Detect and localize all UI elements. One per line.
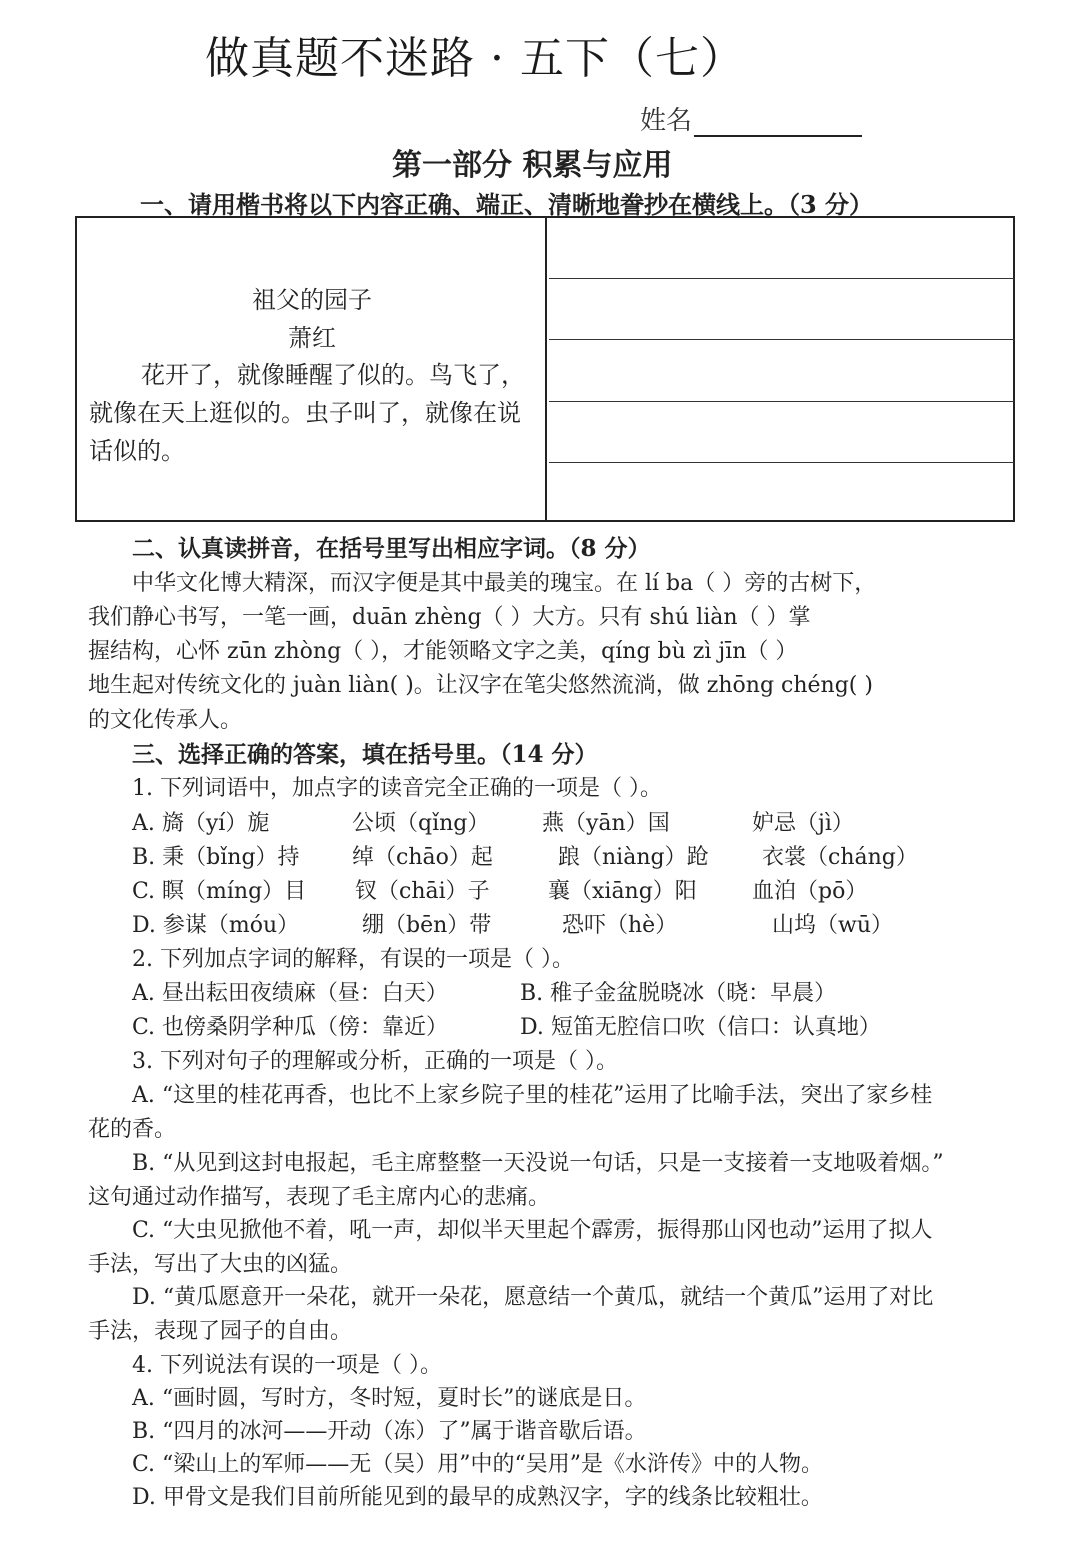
q3-2-option-a: A. 昼出耘田夜绩麻（昼：白天） bbox=[132, 981, 448, 1006]
poem-body: 花开了，就像睡醒了似的。鸟飞了，就像在天上逛似的。虫子叫了，就像在说话似的。 bbox=[89, 361, 525, 465]
q3-2-option-b: B. 稚子金盆脱晓冰（晓：早晨） bbox=[520, 981, 837, 1006]
q3-1-option-b-4: 衣裳（cháng） bbox=[762, 845, 918, 870]
q3-3-line: 手法，写出了大虫的凶猛。 bbox=[88, 1252, 353, 1277]
q3-1-option-d-1: D. 参谋（móu） bbox=[132, 913, 300, 938]
q3-1-stem: 1. 下列词语中，加点字的读音完全正确的一项是（ ）。 bbox=[132, 776, 662, 801]
q3-1-option-a-1: A. 旖（yí）旎 bbox=[132, 811, 270, 836]
q3-4-line: B. “四月的冰河——开动（冻）了”属于谐音歇后语。 bbox=[132, 1419, 647, 1444]
q3-3-line: 花的香。 bbox=[88, 1117, 177, 1142]
writing-line[interactable] bbox=[549, 401, 1015, 402]
q3-1-option-b-1: B. 秉（bǐng）持 bbox=[132, 845, 300, 870]
q2-line: 握结构，心怀 zūn zhòng（ ），才能领略文字之美，qíng bù zì jīn（ ） bbox=[88, 639, 798, 664]
q3-4-line: C. “梁山上的军师——无（吴）用”中的“吴用”是《水浒传》中的人物。 bbox=[132, 1452, 824, 1477]
q2-line: 我们静心书写，一笔一画，duān zhèng（ ）大方。只有 shú liàn（ ）掌 bbox=[88, 605, 811, 630]
q3-1-option-b-3: 踉（niàng）跄 bbox=[558, 845, 709, 870]
part-title: 第一部分 积累与应用 bbox=[392, 148, 673, 183]
q3-3-line: D. “黄瓜愿意开一朵花，就开一朵花，愿意结一个黄瓜，就结一个黄瓜”运用了对比 bbox=[132, 1285, 934, 1310]
q3-1-option-c-1: C. 瞑（míng）目 bbox=[132, 879, 307, 904]
q3-3-line: A. “这里的桂花再香，也比不上家乡院子里的桂花”运用了比喻手法，突出了家乡桂 bbox=[132, 1083, 933, 1108]
q3-1-option-c-3: 襄（xiāng）阳 bbox=[548, 879, 697, 904]
copy-source-panel bbox=[77, 218, 547, 520]
q3-2-option-d: D. 短笛无腔信口吹（信口：认真地） bbox=[520, 1015, 881, 1040]
q3-1-option-d-3: 恐吓（hè） bbox=[562, 913, 678, 938]
poem-author: 萧红 bbox=[288, 324, 336, 352]
q3-1-option-b-2: 绰（chāo）起 bbox=[352, 845, 493, 870]
worksheet-title: 做真题不迷路 · 五下（七） bbox=[205, 33, 745, 84]
q3-3-stem: 3. 下列对句子的理解或分析，正确的一项是（ ）。 bbox=[132, 1049, 618, 1074]
q3-1-option-a-2: 公顷（qǐng） bbox=[352, 811, 490, 836]
copy-box bbox=[75, 216, 1015, 522]
q3-1-option-c-4: 血泊（pō） bbox=[752, 879, 868, 904]
writing-line[interactable] bbox=[549, 339, 1015, 340]
name-label: 姓名 bbox=[640, 106, 693, 136]
q2-line: 的文化传承人。 bbox=[88, 708, 243, 733]
q2-line: 地生起对传统文化的 juàn liàn( )。让汉字在笔尖悠然流淌，做 zhōng chéng( ) bbox=[88, 673, 873, 698]
name-field[interactable] bbox=[640, 100, 862, 137]
q3-3-line: B. “从见到这封电报起，毛主席整整一天没说一句话，只是一支接着一支地吸着烟。” bbox=[132, 1151, 944, 1176]
q3-1-option-d-2: 绷（bēn）带 bbox=[362, 913, 492, 938]
q3-4-line: D. 甲骨文是我们目前所能见到的最早的成熟汉字，字的线条比较粗壮。 bbox=[132, 1485, 823, 1510]
q3-1-option-c-2: 钗（chāi）子 bbox=[355, 879, 490, 904]
poem-title: 祖父的园子 bbox=[252, 286, 372, 314]
q3-1-option-d-4: 山坞（wū） bbox=[772, 913, 894, 938]
q3-2-stem: 2. 下列加点字词的解释，有误的一项是（ ）。 bbox=[132, 947, 574, 972]
q3-1-option-a-4: 妒忌（jì） bbox=[752, 811, 854, 836]
q3-4-line: A. “画时圆，写时方，冬时短，夏时长”的谜底是日。 bbox=[132, 1386, 647, 1411]
q3-3-line: C. “大虫见掀他不着，吼一声，却似半天里起个霹雳，振得那山冈也动”运用了拟人 bbox=[132, 1218, 933, 1243]
q3-3-line: 这句通过动作描写，表现了毛主席内心的悲痛。 bbox=[88, 1185, 551, 1210]
writing-line[interactable] bbox=[549, 462, 1015, 463]
name-blank-line[interactable] bbox=[694, 107, 862, 137]
q3-3-line: 手法，表现了园子的自由。 bbox=[88, 1319, 353, 1344]
q2-heading: 二、认真读拼音，在括号里写出相应字词。（8 分） bbox=[132, 535, 651, 562]
q2-line: 中华文化博大精深，而汉字便是其中最美的瑰宝。在 lí ba（ ）旁的古树下， bbox=[132, 571, 877, 596]
q3-1-option-a-3: 燕（yān）国 bbox=[542, 811, 670, 836]
q1-heading: 一、请用楷书将以下内容正确、端正、清晰地誊抄在横线上。（3 分） bbox=[140, 190, 874, 219]
q3-heading: 三、选择正确的答案，填在括号里。（14 分） bbox=[132, 741, 598, 768]
q3-2-option-c: C. 也傍桑阴学种瓜（傍：靠近） bbox=[132, 1015, 449, 1040]
q3-4-stem: 4. 下列说法有误的一项是（ ）。 bbox=[132, 1353, 442, 1378]
writing-line[interactable] bbox=[549, 278, 1015, 279]
